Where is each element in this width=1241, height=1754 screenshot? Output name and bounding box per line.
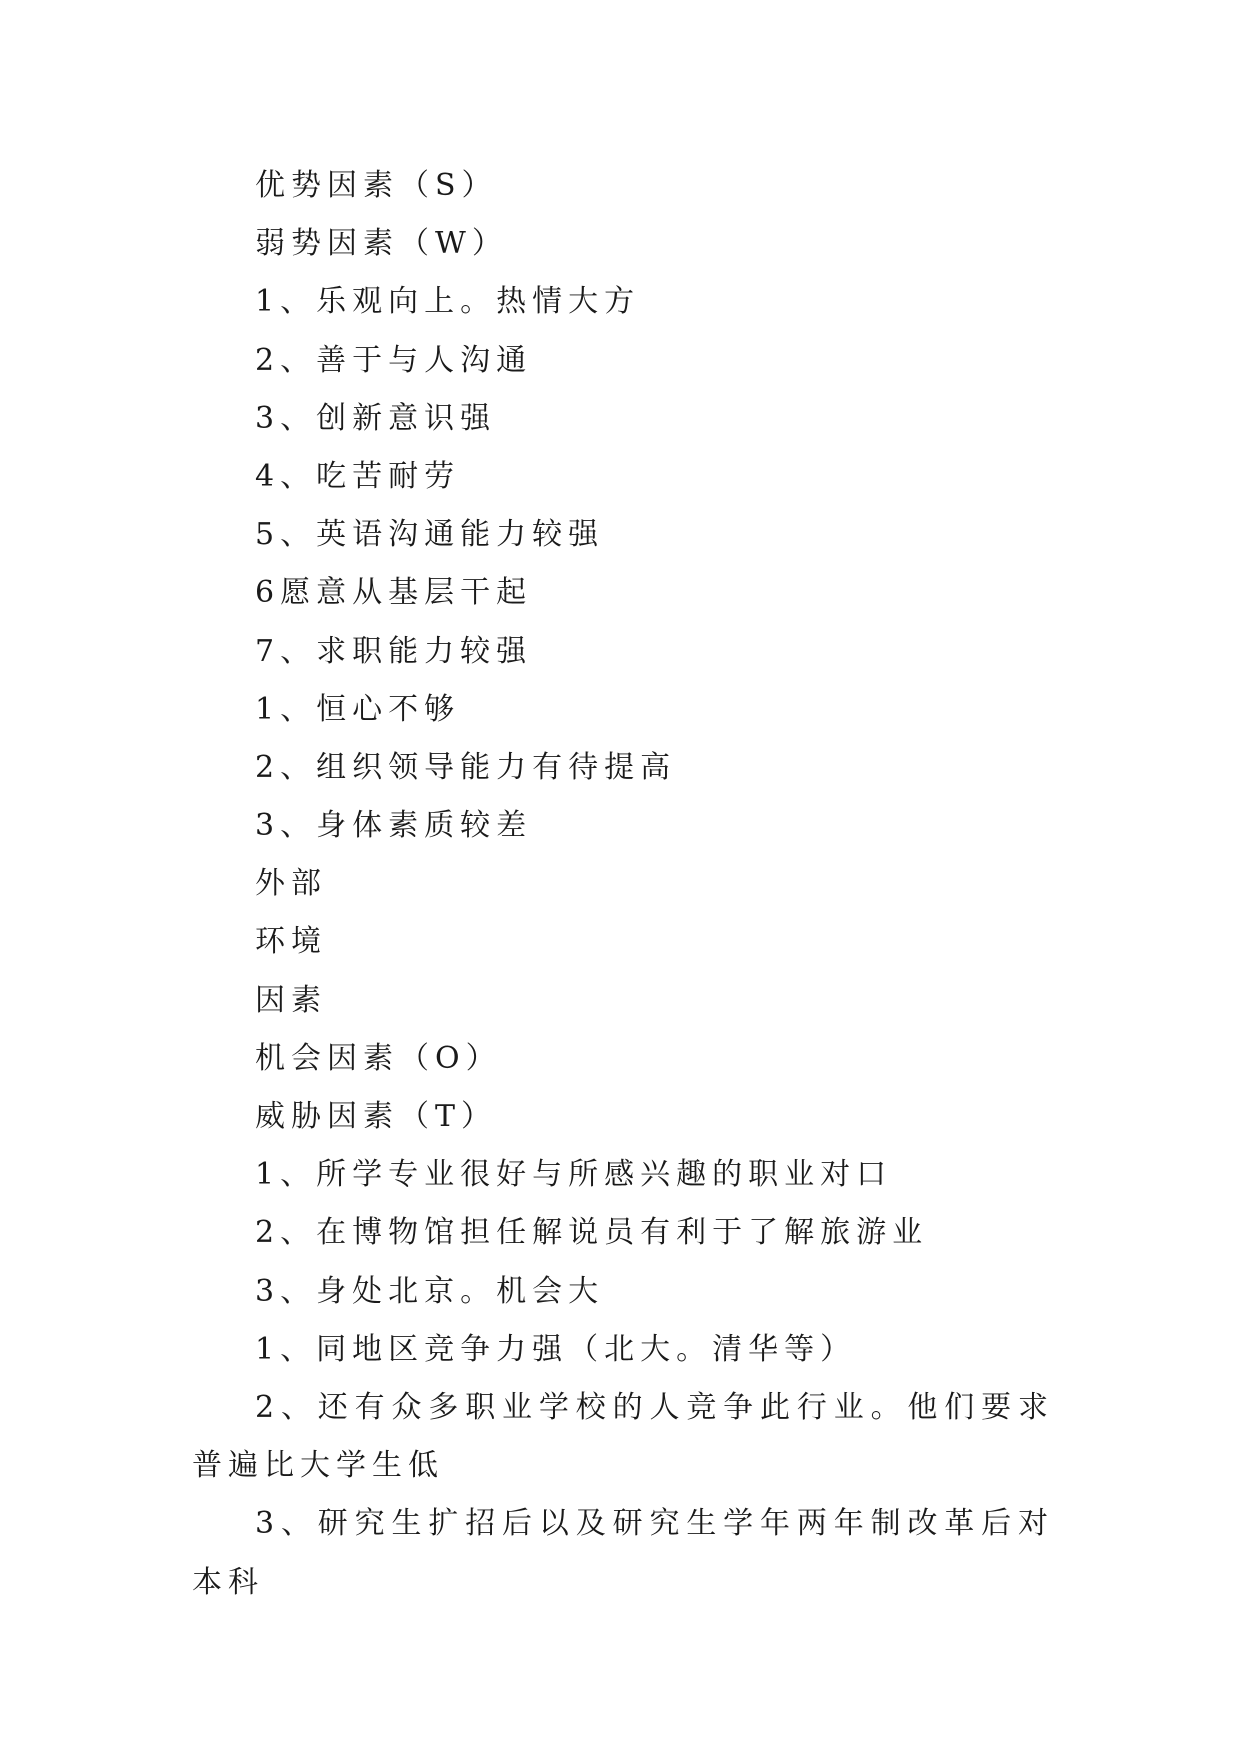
list-item: 3、创新意识强 xyxy=(255,400,497,436)
list-item: 2、在博物馆担任解说员有利于了解旅游业 xyxy=(255,1215,929,1251)
paragraph: 2、还有众多职业学校的人竞争此行业。他们要求普遍比大学生低 xyxy=(192,1389,1054,1484)
list-item: 1、所学专业很好与所感兴趣的职业对口 xyxy=(255,1157,893,1193)
list-item: 3、身处北京。机会大 xyxy=(255,1273,605,1309)
list-item: 3、身体素质较差 xyxy=(255,808,533,844)
paragraph: 3、研究生扩招后以及研究生学年两年制改革后对本科 xyxy=(192,1506,1054,1600)
list-item: 2、善于与人沟通 xyxy=(255,342,533,378)
list-item: 4、吃苦耐劳 xyxy=(255,458,461,494)
list-item: 1、恒心不够 xyxy=(255,691,461,727)
document-body xyxy=(192,157,1054,1612)
list-item: 1、同地区竞争力强（北大。清华等） xyxy=(255,1331,857,1367)
list-item: 6愿意从基层干起 xyxy=(255,575,533,611)
section-label: 环境 xyxy=(255,924,327,960)
heading-strengths: 优势因素（S） xyxy=(255,168,498,203)
list-item: 1、乐观向上。热情大方 xyxy=(255,284,641,320)
heading-opportunities: 机会因素（O） xyxy=(255,1040,502,1076)
list-item: 7、求职能力较强 xyxy=(255,633,533,669)
list-item: 2、组织领导能力有待提高 xyxy=(255,749,677,785)
section-label: 外部 xyxy=(255,866,327,902)
list-item: 5、英语沟通能力较强 xyxy=(255,517,605,553)
section-label: 因素 xyxy=(255,982,327,1018)
heading-weaknesses: 弱势因素（W） xyxy=(255,226,508,262)
heading-threats: 威胁因素（T） xyxy=(255,1099,498,1134)
